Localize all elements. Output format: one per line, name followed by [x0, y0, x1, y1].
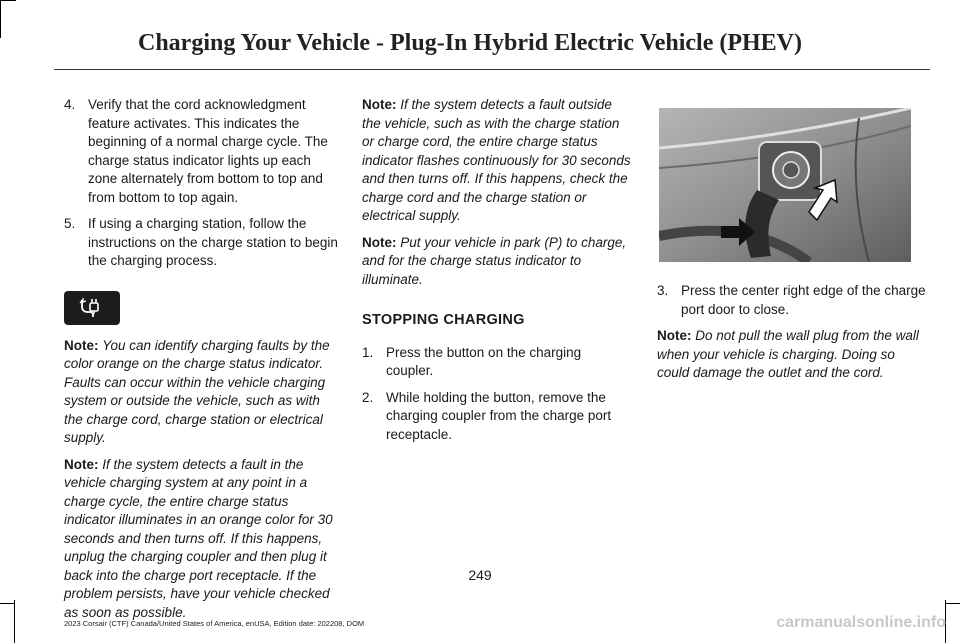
crop-mark	[0, 0, 16, 1]
step-text: Press the center right edge of the charge port door to close.	[681, 283, 926, 317]
charge-port-door-illustration	[659, 108, 911, 262]
step-text: Press the button on the charging coupler.	[386, 344, 582, 378]
note-label: Note:	[64, 456, 99, 472]
step-text: If using a charging station, follow the instructions on the charge station to begin the charging process.	[88, 216, 338, 268]
note-label: Note:	[362, 234, 397, 250]
step-item	[362, 389, 632, 445]
crop-mark	[0, 603, 14, 604]
note	[362, 96, 632, 226]
section-heading: STOPPING CHARGING	[362, 312, 525, 328]
note-label: Note:	[64, 337, 99, 353]
charge-plug-icon	[64, 291, 120, 325]
title-divider	[54, 69, 930, 70]
note	[64, 337, 338, 448]
column-2	[362, 96, 632, 452]
note-text: If the system detects a fault in the vehicle charging system at any point in a charge cycle, the entire charge status indicator illuminates in an orange color for 30 seconds and then turns off. If this happens, unplug the charging coupler and then plug it back into the charge port receptacle. If the problem persists, have your vehicle checked as soon as possible.	[64, 456, 333, 620]
step-item	[362, 344, 632, 381]
note-label: Note:	[657, 328, 692, 343]
crop-mark	[0, 0, 1, 38]
page-number: 249	[468, 567, 492, 583]
note-text: Put your vehicle in park (P) to charge, and for the charge status indicator to illuminate.	[362, 234, 627, 287]
note-text: If the system detects a fault outside the vehicle, such as with the charge station or charge cord, the entire charge status indicator flashes continuously for 30 seconds and then turns off. If this happens, check the charge cord and the charge station or electrical supply.	[362, 97, 631, 223]
note	[657, 327, 929, 383]
step-number: 4.	[64, 97, 76, 112]
step-item	[64, 215, 338, 271]
step-text: While holding the button, remove the charging coupler from the charge port receptacle.	[386, 389, 612, 442]
note	[64, 456, 338, 623]
column-3	[657, 96, 929, 391]
step-text: Verify that the cord acknowledgment feature activates. This indicates the beginning of a normal charge cycle. The charge status indicator lights up each zone alternately from bottom to top and from bottom to top again.	[88, 97, 328, 205]
watermark: carmanualsonline.info	[776, 614, 946, 631]
note-text: Do not pull the wall plug from the wall when your vehicle is charging. Doing so could damage the outlet and the cord.	[657, 328, 919, 380]
step-number: 1.	[362, 344, 374, 360]
note-label: Note:	[362, 97, 397, 112]
step-number: 2.	[362, 389, 374, 405]
step-item	[657, 282, 929, 319]
crop-mark	[14, 600, 15, 643]
step-number: 5.	[64, 216, 76, 231]
column-1	[64, 96, 338, 630]
step-item	[64, 96, 338, 207]
edition-footer: 2023 Corsair (CTF) Canada/United States of America, enUSA, Edition date: 202208, DOM	[64, 619, 365, 628]
page-title: Charging Your Vehicle - Plug-In Hybrid Electric Vehicle (PHEV)	[138, 30, 802, 56]
note-text: You can identify charging faults by the color orange on the charge status indicator. Faults can occur within the vehicle charging system or outside the vehicle, such as with the charge cord, charge station or electrical supply.	[64, 337, 330, 445]
step-number: 3.	[657, 283, 669, 298]
crop-mark	[946, 603, 960, 604]
note	[362, 234, 632, 290]
